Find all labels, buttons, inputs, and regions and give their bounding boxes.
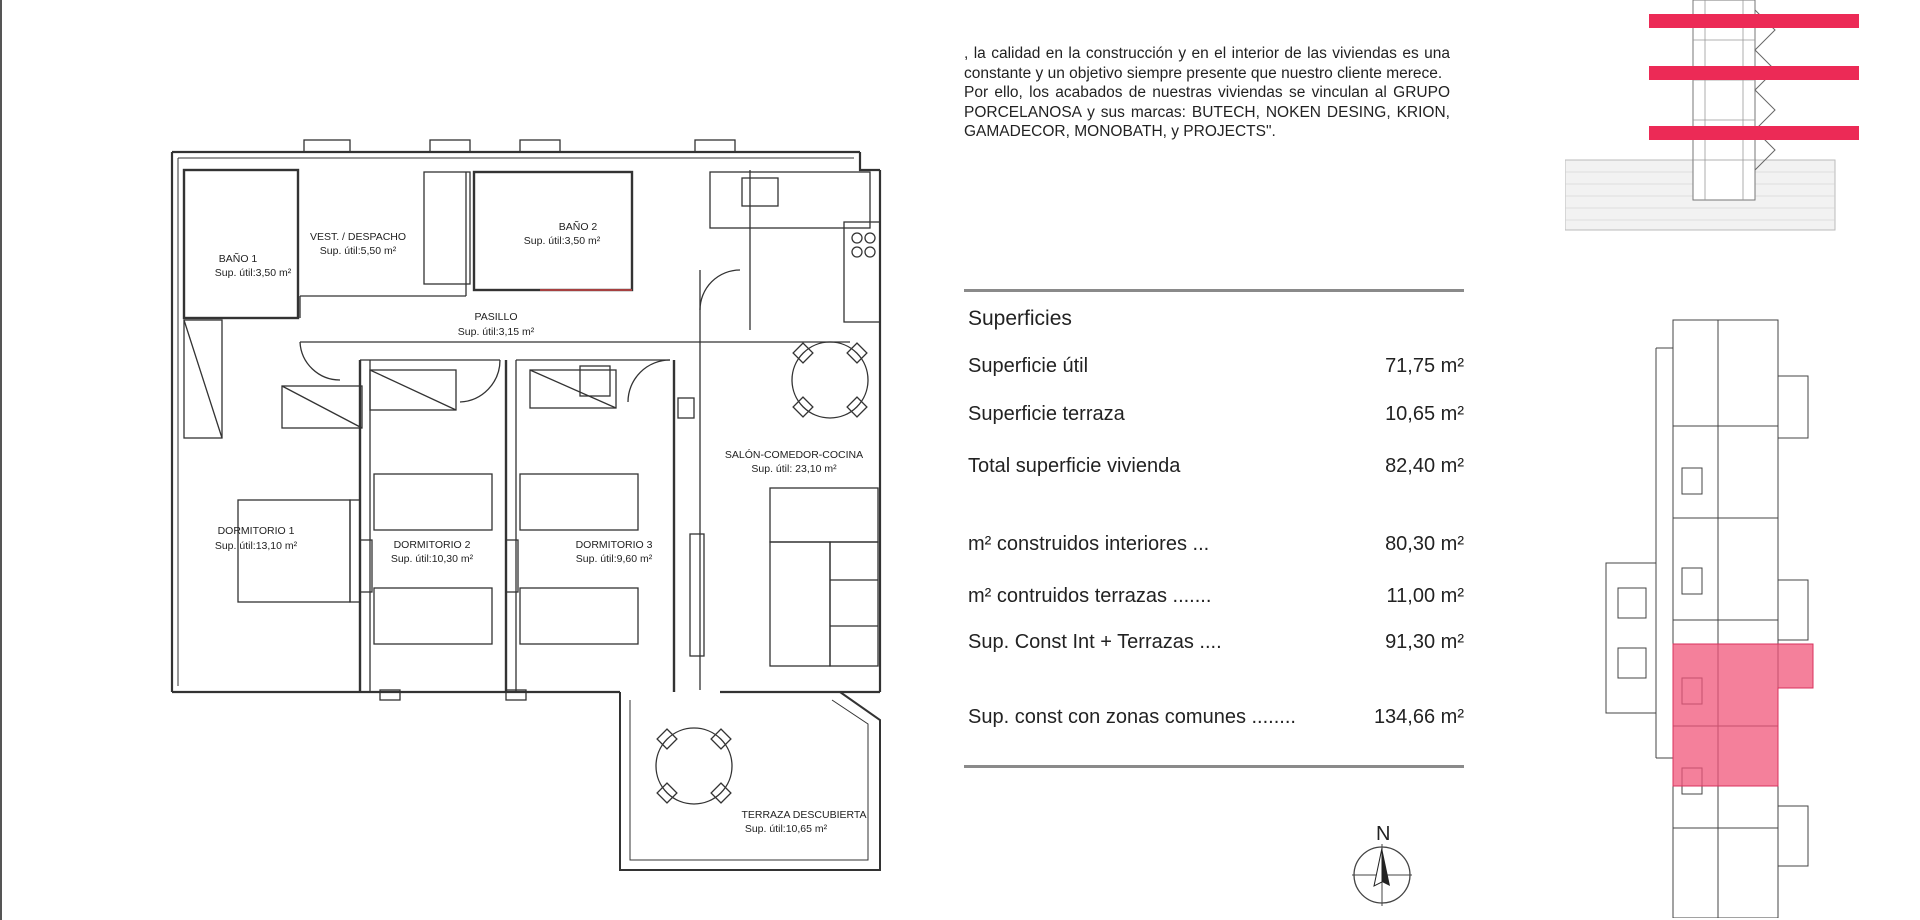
room-name-dormitorio-2: DORMITORIO 2 <box>393 539 471 551</box>
building-elevation <box>1565 0 1865 240</box>
floor-plan <box>160 130 900 890</box>
surface-label: Superficie útil <box>968 355 1089 377</box>
divider-top <box>964 289 1464 292</box>
room-name-dormitorio-3: DORMITORIO 3 <box>575 539 653 551</box>
surface-label: Total superficie vivienda <box>968 455 1181 477</box>
surface-value: 11,00 m² <box>1386 585 1464 607</box>
room-name-dormitorio-1: DORMITORIO 1 <box>217 525 295 537</box>
compass-letter: N <box>1376 823 1391 845</box>
room-area-dormitorio-2: Sup. útil:10,30 m² <box>390 553 474 565</box>
room-name-salon: SALÓN-COMEDOR-COCINA <box>724 449 864 461</box>
surface-value: 10,65 m² <box>1385 403 1464 425</box>
room-name-vestidor: VEST. / DESPACHO <box>309 231 407 243</box>
surface-value: 80,30 m² <box>1385 533 1464 555</box>
unit-highlight <box>1673 644 1813 786</box>
surface-label: Superficie terraza <box>968 403 1125 425</box>
surface-value: 71,75 m² <box>1385 355 1464 377</box>
surface-value: 82,40 m² <box>1385 455 1464 477</box>
room-area-bano-1: Sup. útil:3,50 m² <box>214 267 292 279</box>
room-area-terraza: Sup. útil:10,65 m² <box>744 823 828 835</box>
north-arrow-icon <box>1352 820 1432 920</box>
surface-label: Sup. const con zonas comunes ........ <box>968 706 1296 728</box>
divider-bottom <box>964 765 1464 768</box>
room-name-bano-2: BAÑO 2 <box>558 221 598 233</box>
surfaces-title: Superficies <box>968 307 1072 330</box>
room-name-terraza: TERRAZA DESCUBIERTA <box>741 809 867 821</box>
surface-label: m² construidos interiores ... <box>968 533 1210 555</box>
room-area-bano-2: Sup. útil:3,50 m² <box>523 235 601 247</box>
room-area-dormitorio-3: Sup. útil:9,60 m² <box>575 553 653 565</box>
room-name-pasillo: PASILLO <box>474 311 518 323</box>
surface-value: 91,30 m² <box>1385 631 1464 653</box>
surface-label: m² contruidos terrazas ....... <box>968 585 1212 607</box>
intro-text <box>964 44 1450 142</box>
room-area-vestidor: Sup. útil:5,50 m² <box>319 245 397 257</box>
surface-label: Sup. Const Int + Terrazas .... <box>968 631 1222 653</box>
elevation-band <box>1649 126 1859 140</box>
intro-line-2: Por ello, los acabados de nuestras viviendas se vinculan al GRUPO PORCELANOSA y sus marcas: BUTECH, NOKEN DESING, KRION, GAMADECOR, MONOBATH, y PROJECTS". <box>964 84 1450 140</box>
room-area-salon: Sup. útil: 23,10 m² <box>751 463 837 475</box>
room-area-dormitorio-1: Sup. útil:13,10 m² <box>214 540 298 552</box>
page-edge <box>0 0 2 920</box>
elevation-band <box>1649 14 1859 28</box>
key-plan <box>1598 318 1828 918</box>
surface-value: 134,66 m² <box>1373 706 1464 728</box>
room-name-bano-1: BAÑO 1 <box>218 253 258 265</box>
elevation-band <box>1649 66 1859 80</box>
room-area-pasillo: Sup. útil:3,15 m² <box>457 326 535 338</box>
intro-line-1: , la calidad en la construcción y en el interior de las viviendas es una constante y un objetivo siempre presente que nuestro cliente merece. <box>964 45 1450 82</box>
